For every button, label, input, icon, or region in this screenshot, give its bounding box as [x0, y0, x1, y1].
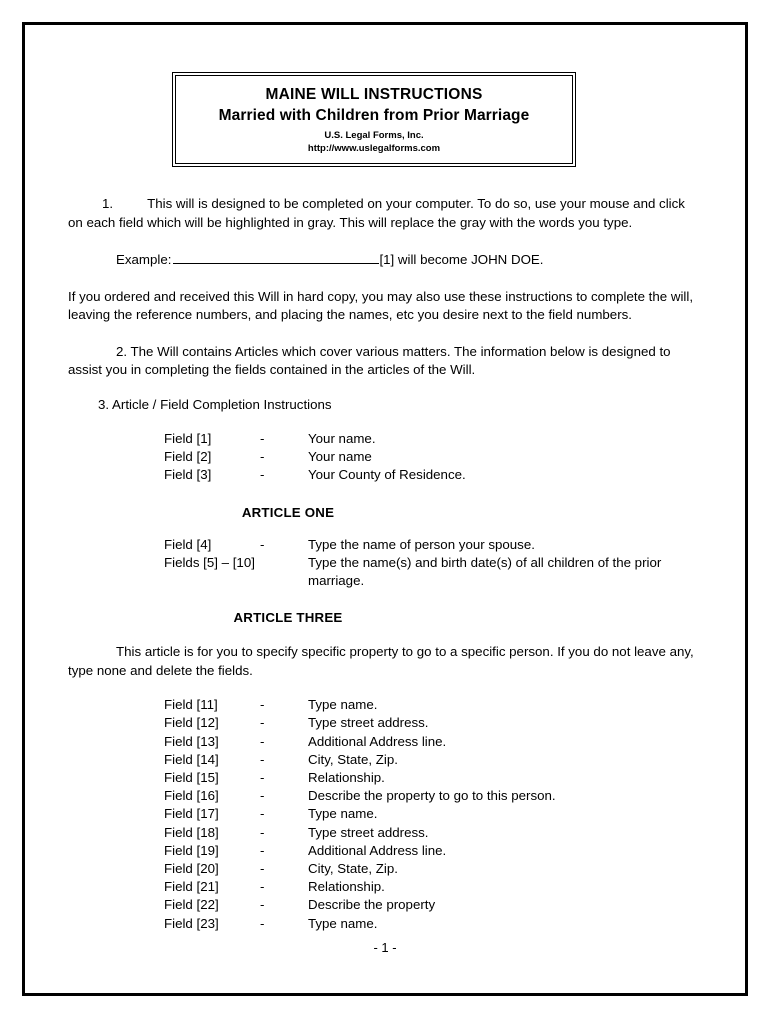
field-description: City, State, Zip.: [308, 751, 398, 767]
publisher-url: http://www.uslegalforms.com: [307, 143, 441, 154]
table-row: [164, 714, 688, 732]
page-footer: [22, 940, 748, 955]
field-description: City, State, Zip.: [308, 861, 398, 877]
instruction-item-3: 3. Article / Field Completion Instructions: [98, 396, 332, 412]
field-label: Field [11]: [164, 697, 218, 713]
field-label: Field [20]: [164, 861, 219, 877]
title-box: [172, 72, 576, 167]
field-description: Type name.: [308, 806, 378, 822]
table-row: [164, 733, 688, 751]
field-description: Type name.: [308, 915, 378, 931]
field-label: Field [3]: [164, 467, 212, 483]
field-table-intro: [164, 430, 688, 485]
table-row: [164, 824, 688, 842]
instruction-item-2: 2. The Will contains Articles which cover various matters. The information below is designed to assist you in completing the fields contained in the articles of the Will.: [68, 343, 671, 377]
field-label: Field [18]: [164, 824, 219, 840]
example-label: Example:: [116, 252, 172, 267]
item-1-number: 1.: [102, 196, 114, 211]
table-row: [164, 769, 688, 787]
field-description: Additional Address line.: [308, 842, 447, 858]
table-row: [164, 860, 688, 878]
field-table-article-one: [164, 536, 688, 591]
field-dash: -: [260, 861, 265, 877]
field-label: Field [23]: [164, 915, 219, 931]
article-three-intro: This article is for you to specify specific property to go to a specific person. If you do not leave any, type none and delete the fields.: [68, 644, 694, 678]
example-after-text: [1] will become JOHN DOE.: [379, 252, 544, 267]
table-row: [164, 805, 688, 823]
field-dash: -: [260, 733, 265, 749]
field-description: Describe the property to go to this person.: [308, 788, 556, 804]
item-1-text: This will is designed to be completed on your computer. To do so, use your mouse and click on each field which will be highlighted in gray. This will replace the gray with the words you type.: [68, 196, 685, 230]
field-label: Field [15]: [164, 770, 219, 786]
fill-in-blank: [173, 250, 379, 264]
field-description: Type the name(s) and birth date(s) of all children of the prior marriage.: [308, 554, 662, 589]
field-label: Field [2]: [164, 449, 212, 465]
field-label: Field [14]: [164, 751, 219, 767]
field-dash: -: [260, 751, 265, 767]
example-line: [68, 250, 698, 270]
field-dash: -: [260, 824, 265, 840]
instruction-item-1: [68, 195, 698, 232]
document-content: [68, 72, 698, 933]
field-dash: [260, 554, 308, 590]
field-description: Type the name of person your spouse.: [308, 536, 535, 552]
field-description: Relationship.: [308, 770, 385, 786]
table-row: [164, 430, 688, 448]
field-description: Your County of Residence.: [308, 467, 466, 483]
field-description: Type street address.: [308, 715, 429, 731]
article-three-heading: ARTICLE THREE: [233, 610, 343, 626]
article-one-heading: ARTICLE ONE: [241, 504, 335, 520]
field-dash: -: [260, 697, 265, 713]
field-table-article-three: [164, 696, 688, 933]
field-description: Relationship.: [308, 879, 385, 895]
field-dash: -: [260, 806, 265, 822]
table-row: [164, 787, 688, 805]
table-row: [164, 536, 688, 554]
field-label: Field [4]: [164, 536, 212, 552]
field-dash: -: [260, 467, 265, 483]
field-label: Field [13]: [164, 733, 219, 749]
field-label: Field [17]: [164, 806, 219, 822]
document-subtitle: Married with Children from Prior Marriage: [218, 107, 530, 124]
field-dash: -: [260, 915, 265, 931]
page-number: - 1 -: [373, 940, 397, 955]
field-dash: -: [260, 536, 265, 552]
field-description: Type street address.: [308, 824, 429, 840]
field-dash: -: [260, 842, 265, 858]
field-dash: -: [260, 879, 265, 895]
table-row: [164, 896, 688, 914]
publisher-name: U.S. Legal Forms, Inc.: [324, 130, 424, 141]
field-dash: -: [260, 897, 265, 913]
field-label: Fields [5] – [10]: [164, 554, 255, 570]
table-row: [164, 696, 688, 714]
field-description: Your name.: [308, 431, 376, 446]
table-row: [164, 554, 688, 590]
field-label: Field [21]: [164, 879, 219, 895]
hardcopy-paragraph: If you ordered and received this Will in hard copy, you may also use these instructions to complete the will, leaving the reference numbers, and placing the names, etc you desire next to the field numbers.: [68, 288, 694, 322]
field-label: Field [12]: [164, 715, 219, 731]
field-dash: -: [260, 770, 265, 786]
field-dash: -: [260, 431, 265, 446]
field-dash: -: [260, 715, 265, 731]
field-description: Additional Address line.: [308, 733, 447, 749]
field-description: Describe the property: [308, 897, 436, 913]
field-label: Field [22]: [164, 897, 219, 913]
table-row: [164, 751, 688, 769]
table-row: [164, 878, 688, 896]
field-description: Type name.: [308, 697, 378, 713]
field-label: Field [19]: [164, 842, 219, 858]
field-dash: -: [260, 449, 265, 465]
title-box-inner: [175, 75, 573, 164]
field-dash: -: [260, 788, 265, 804]
table-row: [164, 915, 688, 933]
table-row: [164, 448, 688, 466]
field-label: Field [16]: [164, 788, 219, 804]
field-label: Field [1]: [164, 431, 212, 446]
table-row: [164, 466, 688, 484]
document-title: MAINE WILL INSTRUCTIONS: [265, 86, 483, 103]
table-row: [164, 842, 688, 860]
field-description: Your name: [308, 449, 372, 465]
